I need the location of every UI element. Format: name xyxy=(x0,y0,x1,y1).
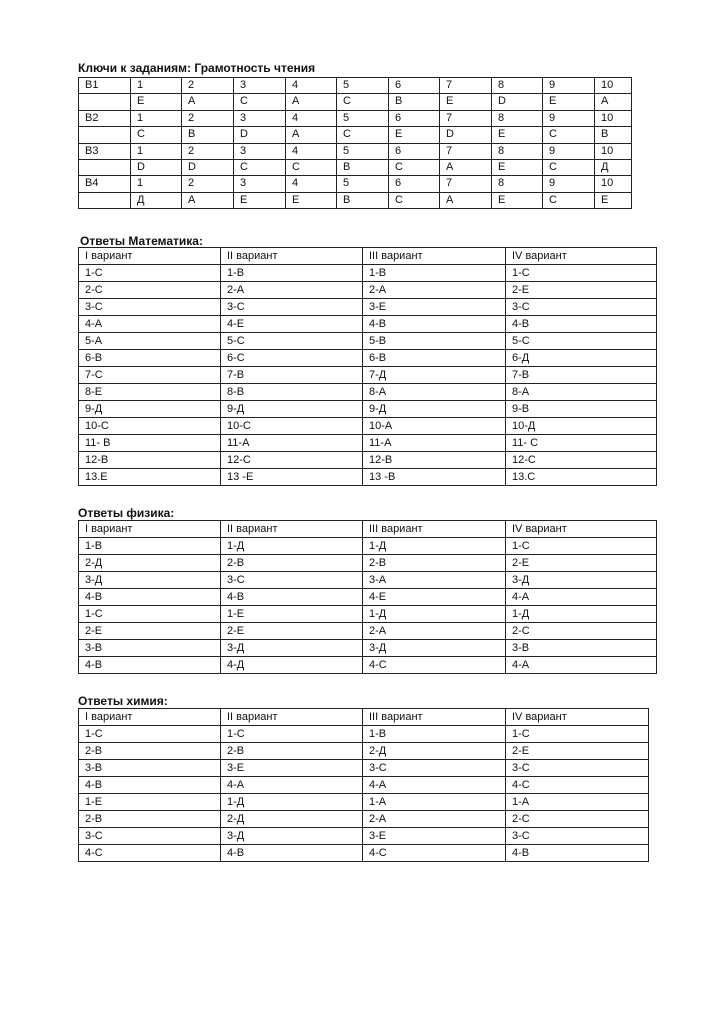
table-cell: 9 xyxy=(543,176,595,192)
table-cell: 2-A xyxy=(363,623,506,640)
table-cell: 1-E xyxy=(221,606,363,623)
table-cell: В3 xyxy=(79,143,131,159)
table-row xyxy=(79,657,657,674)
table-cell: C xyxy=(543,159,595,175)
table-cell: E xyxy=(234,192,286,208)
table-row xyxy=(79,367,657,384)
table-cell: 9 xyxy=(543,143,595,159)
table-cell: 7 xyxy=(440,176,492,192)
table-cell: III вариант xyxy=(363,709,506,726)
table-cell: 3-C xyxy=(221,299,363,316)
table-row xyxy=(79,143,632,159)
table-cell: 3-Д xyxy=(221,828,363,845)
table-cell: 2-B xyxy=(221,555,363,572)
table-cell: 1-Д xyxy=(221,538,363,555)
table-row xyxy=(79,743,649,760)
table-cell: B xyxy=(337,192,389,208)
table-cell: 8-A xyxy=(363,384,506,401)
table-cell: 10 xyxy=(595,110,632,126)
table-cell: 2 xyxy=(182,176,234,192)
table-cell: A xyxy=(440,192,492,208)
table-cell xyxy=(79,159,131,175)
table-cell: 4-A xyxy=(79,316,221,333)
table-cell: III вариант xyxy=(363,521,506,538)
table-cell: 4-B xyxy=(506,845,649,862)
table-cell: 6-Д xyxy=(506,350,657,367)
table-cell: II вариант xyxy=(221,248,363,265)
table-cell: E xyxy=(595,192,632,208)
table-cell: 2-Д xyxy=(363,743,506,760)
table-cell: I вариант xyxy=(79,521,221,538)
table-row xyxy=(79,794,649,811)
header-row xyxy=(79,521,657,538)
table-row xyxy=(79,435,657,452)
table-cell: 1-C xyxy=(79,726,221,743)
table-cell: 7-Д xyxy=(363,367,506,384)
table-cell: 3-Д xyxy=(221,640,363,657)
table-cell xyxy=(79,94,131,110)
table-cell: 4-B xyxy=(363,316,506,333)
table-cell: 4-E xyxy=(221,316,363,333)
table-row xyxy=(79,78,632,94)
table-cell: 10 xyxy=(595,78,632,94)
table-cell: В4 xyxy=(79,176,131,192)
table-cell: 6 xyxy=(389,110,440,126)
table-cell: 12-B xyxy=(363,452,506,469)
table-cell: E xyxy=(131,94,182,110)
table-cell: 10-Д xyxy=(506,418,657,435)
table-cell: IV вариант xyxy=(506,709,649,726)
table-cell: 2-B xyxy=(363,555,506,572)
table-row xyxy=(79,538,657,555)
table-cell: 1-E xyxy=(79,794,221,811)
table-row xyxy=(79,418,657,435)
table-cell: C xyxy=(389,159,440,175)
table-cell: D xyxy=(182,159,234,175)
reading-answer-table xyxy=(78,77,632,209)
table-row xyxy=(79,127,632,143)
table-cell: 2-C xyxy=(79,282,221,299)
physics-answer-table xyxy=(78,520,657,674)
table-cell: 7-C xyxy=(79,367,221,384)
table-cell: E xyxy=(492,159,543,175)
table-row xyxy=(79,159,632,175)
table-cell: 3-C xyxy=(506,299,657,316)
table-row xyxy=(79,384,657,401)
table-cell: E xyxy=(492,192,543,208)
table-cell: C xyxy=(234,159,286,175)
table-cell: 13.C xyxy=(506,469,657,486)
table-cell: A xyxy=(286,127,337,143)
table-cell: 4-Д xyxy=(221,657,363,674)
table-row xyxy=(79,845,649,862)
table-cell: 3-C xyxy=(79,299,221,316)
table-cell: 2-C xyxy=(506,811,649,828)
header-row xyxy=(79,709,649,726)
table-cell: 10-A xyxy=(363,418,506,435)
table-cell: 2-A xyxy=(363,282,506,299)
table-row xyxy=(79,589,657,606)
table-cell: B xyxy=(182,127,234,143)
table-cell: 3-Д xyxy=(363,640,506,657)
table-cell: 8-E xyxy=(79,384,221,401)
table-cell xyxy=(79,192,131,208)
table-cell: 12-C xyxy=(506,452,657,469)
table-cell: 6-B xyxy=(79,350,221,367)
table-cell: 1 xyxy=(131,78,182,94)
table-cell: 4-B xyxy=(79,777,221,794)
table-cell: 3-C xyxy=(506,760,649,777)
table-cell: E xyxy=(543,94,595,110)
table-cell: 11- B xyxy=(79,435,221,452)
table-cell: 4-B xyxy=(79,657,221,674)
table-cell: 13.E xyxy=(79,469,221,486)
table-cell: D xyxy=(131,159,182,175)
table-cell: 9-Д xyxy=(221,401,363,418)
table-cell: A xyxy=(182,192,234,208)
chemistry-answer-table xyxy=(78,708,649,862)
table-row xyxy=(79,623,657,640)
table-cell: 13 -B xyxy=(363,469,506,486)
table-cell: 5-A xyxy=(79,333,221,350)
table-cell: 5-B xyxy=(363,333,506,350)
table-cell: A xyxy=(182,94,234,110)
table-row xyxy=(79,282,657,299)
table-row xyxy=(79,640,657,657)
table-cell: C xyxy=(234,94,286,110)
table-cell: III вариант xyxy=(363,248,506,265)
table-cell: 1-B xyxy=(363,726,506,743)
table-cell: 2-B xyxy=(221,743,363,760)
table-cell: 3-B xyxy=(79,640,221,657)
table-cell: 5 xyxy=(337,143,389,159)
table-cell: 3-B xyxy=(79,760,221,777)
table-cell: D xyxy=(234,127,286,143)
table-cell: 3-Д xyxy=(506,572,657,589)
table-cell: 1-C xyxy=(506,265,657,282)
table-cell: 3 xyxy=(234,78,286,94)
table-cell: II вариант xyxy=(221,709,363,726)
table-row xyxy=(79,572,657,589)
table-cell: 6-B xyxy=(363,350,506,367)
table-cell: 3-E xyxy=(363,299,506,316)
table-cell: 2-E xyxy=(506,555,657,572)
table-cell: Д xyxy=(131,192,182,208)
table-cell: 3-C xyxy=(506,828,649,845)
table-cell: 1 xyxy=(131,176,182,192)
table-cell: В1 xyxy=(79,78,131,94)
table-cell: C xyxy=(389,192,440,208)
table-cell: 3-C xyxy=(79,828,221,845)
table-row xyxy=(79,726,649,743)
math-answer-table xyxy=(78,247,657,486)
table-cell: 1 xyxy=(131,143,182,159)
table-cell: 6 xyxy=(389,176,440,192)
table-cell: 3 xyxy=(234,110,286,126)
table-cell: II вариант xyxy=(221,521,363,538)
table-cell: 1-B xyxy=(79,538,221,555)
table-row xyxy=(79,401,657,418)
table-cell: 13 -E xyxy=(221,469,363,486)
table-cell: C xyxy=(131,127,182,143)
table-row xyxy=(79,110,632,126)
table-cell: 2-A xyxy=(221,282,363,299)
table-cell: 7 xyxy=(440,143,492,159)
table-cell: 2-E xyxy=(79,623,221,640)
chemistry-title: Ответы химия: xyxy=(78,694,168,708)
table-cell: B xyxy=(595,127,632,143)
table-cell: 1-A xyxy=(363,794,506,811)
table-row xyxy=(79,299,657,316)
table-row xyxy=(79,176,632,192)
table-cell: 7-B xyxy=(221,367,363,384)
table-cell: 4-B xyxy=(79,589,221,606)
table-cell: 9-Д xyxy=(79,401,221,418)
table-cell: 10-C xyxy=(79,418,221,435)
table-cell: 3 xyxy=(234,176,286,192)
table-cell: 4-B xyxy=(221,589,363,606)
table-cell: 4 xyxy=(286,143,337,159)
table-cell: 2-C xyxy=(506,623,657,640)
table-cell: 1 xyxy=(131,110,182,126)
table-cell: 8-A xyxy=(506,384,657,401)
table-cell: 8 xyxy=(492,176,543,192)
table-cell: 9-Д xyxy=(363,401,506,418)
table-cell: 4-B xyxy=(221,845,363,862)
table-cell: C xyxy=(286,159,337,175)
table-cell: 4-C xyxy=(363,845,506,862)
table-cell: E xyxy=(389,127,440,143)
table-cell: 8 xyxy=(492,110,543,126)
table-row xyxy=(79,811,649,828)
table-cell: A xyxy=(595,94,632,110)
table-row xyxy=(79,350,657,367)
table-cell: I вариант xyxy=(79,248,221,265)
table-cell: 3-B xyxy=(506,640,657,657)
table-cell: 4-A xyxy=(506,657,657,674)
table-cell: 4 xyxy=(286,78,337,94)
table-cell: 5-C xyxy=(506,333,657,350)
table-cell: 9 xyxy=(543,78,595,94)
table-cell: 1-B xyxy=(221,265,363,282)
table-cell: 2-E xyxy=(506,282,657,299)
table-cell: 6-C xyxy=(221,350,363,367)
table-cell: D xyxy=(440,127,492,143)
table-cell: 2-E xyxy=(221,623,363,640)
table-cell: 1-Д xyxy=(363,606,506,623)
table-cell: 2-A xyxy=(363,811,506,828)
table-cell: 2-Д xyxy=(221,811,363,828)
table-cell: C xyxy=(543,192,595,208)
table-row xyxy=(79,606,657,623)
table-cell: A xyxy=(286,94,337,110)
header-row xyxy=(79,248,657,265)
table-cell: 3 xyxy=(234,143,286,159)
table-cell: 2 xyxy=(182,78,234,94)
table-cell: 2 xyxy=(182,143,234,159)
table-cell: 4-C xyxy=(506,777,649,794)
table-cell: 3-A xyxy=(363,572,506,589)
table-cell: 6 xyxy=(389,143,440,159)
table-cell: 4-B xyxy=(506,316,657,333)
table-cell: 8 xyxy=(492,78,543,94)
physics-title: Ответы физика: xyxy=(78,506,175,520)
table-cell: 3-C xyxy=(221,572,363,589)
table-row xyxy=(79,452,657,469)
table-row xyxy=(79,555,657,572)
table-row xyxy=(79,192,632,208)
table-cell: 11-A xyxy=(221,435,363,452)
table-cell: 1-C xyxy=(506,726,649,743)
table-cell: I вариант xyxy=(79,709,221,726)
table-cell: 11-A xyxy=(363,435,506,452)
table-cell: 4-E xyxy=(363,589,506,606)
table-cell: A xyxy=(440,159,492,175)
table-row xyxy=(79,316,657,333)
table-row xyxy=(79,760,649,777)
table-cell: 1-C xyxy=(79,265,221,282)
table-cell: В2 xyxy=(79,110,131,126)
table-cell: 9 xyxy=(543,110,595,126)
table-cell: 5 xyxy=(337,176,389,192)
table-cell: 4-A xyxy=(221,777,363,794)
table-cell: 1-C xyxy=(506,538,657,555)
table-cell: 1-C xyxy=(221,726,363,743)
table-cell: 10 xyxy=(595,176,632,192)
table-cell: 5 xyxy=(337,78,389,94)
table-cell: B xyxy=(337,159,389,175)
table-cell: E xyxy=(286,192,337,208)
table-cell: 1-Д xyxy=(363,538,506,555)
table-cell: 4-C xyxy=(363,657,506,674)
table-cell: 5 xyxy=(337,110,389,126)
table-cell: C xyxy=(337,94,389,110)
table-cell: 5-C xyxy=(221,333,363,350)
table-cell: 4-A xyxy=(506,589,657,606)
table-cell xyxy=(79,127,131,143)
table-cell: 1-A xyxy=(506,794,649,811)
table-cell: 1-C xyxy=(79,606,221,623)
table-cell: 7 xyxy=(440,78,492,94)
table-cell: 4 xyxy=(286,176,337,192)
table-cell: B xyxy=(389,94,440,110)
table-cell: 1-B xyxy=(363,265,506,282)
table-row xyxy=(79,469,657,486)
table-cell: IV вариант xyxy=(506,248,657,265)
table-cell: 6 xyxy=(389,78,440,94)
table-cell: 1-Д xyxy=(221,794,363,811)
table-cell: 2-Д xyxy=(79,555,221,572)
table-cell: 12-B xyxy=(79,452,221,469)
table-cell: 10 xyxy=(595,143,632,159)
table-cell: 4-A xyxy=(363,777,506,794)
table-cell: 2 xyxy=(182,110,234,126)
table-cell: 3-C xyxy=(363,760,506,777)
table-row xyxy=(79,828,649,845)
table-row xyxy=(79,94,632,110)
table-cell: E xyxy=(440,94,492,110)
table-cell: 4-C xyxy=(79,845,221,862)
table-cell: 8 xyxy=(492,143,543,159)
table-row xyxy=(79,265,657,282)
table-cell: 7-B xyxy=(506,367,657,384)
table-row xyxy=(79,777,649,794)
table-cell: 2-E xyxy=(506,743,649,760)
table-cell: 10-C xyxy=(221,418,363,435)
table-cell: 3-Д xyxy=(79,572,221,589)
table-cell: C xyxy=(543,127,595,143)
table-cell: 9-B xyxy=(506,401,657,418)
table-cell: 3-E xyxy=(363,828,506,845)
table-cell: D xyxy=(492,94,543,110)
table-cell: 11- C xyxy=(506,435,657,452)
math-title: Ответы Математика: xyxy=(80,234,203,248)
reading-title: Ключи к заданиям: Грамотность чтения xyxy=(78,61,316,75)
table-cell: 2-B xyxy=(79,811,221,828)
table-row xyxy=(79,333,657,350)
table-cell: IV вариант xyxy=(506,521,657,538)
table-cell: 3-E xyxy=(221,760,363,777)
table-cell: 2-B xyxy=(79,743,221,760)
table-cell: 7 xyxy=(440,110,492,126)
table-cell: 1-Д xyxy=(506,606,657,623)
table-cell: Д xyxy=(595,159,632,175)
table-cell: C xyxy=(337,127,389,143)
table-cell: 4 xyxy=(286,110,337,126)
table-cell: E xyxy=(492,127,543,143)
table-cell: 12-C xyxy=(221,452,363,469)
table-cell: 8-B xyxy=(221,384,363,401)
